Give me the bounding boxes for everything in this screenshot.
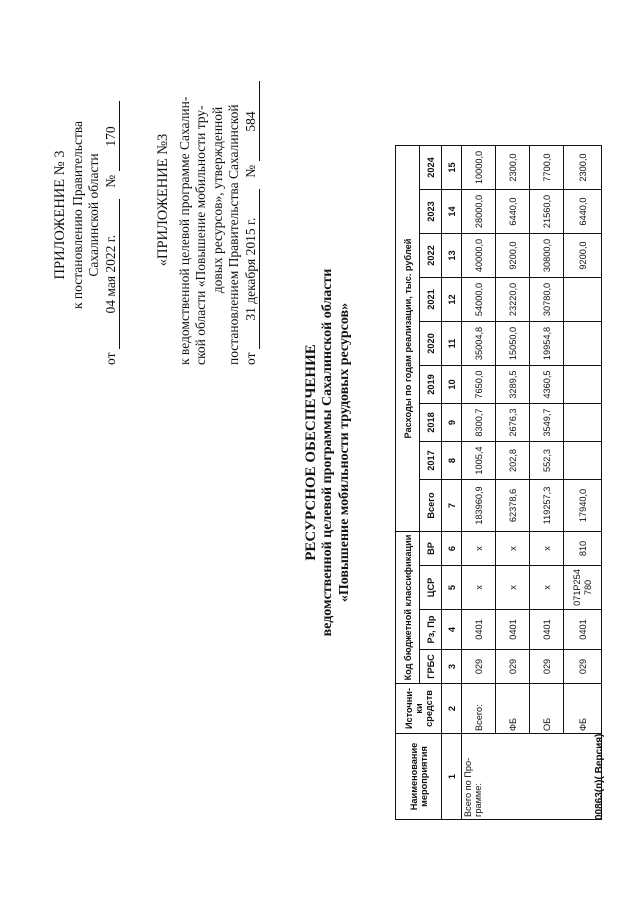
annex-line: Сахалинской области [86,153,102,277]
annex-line: к ведомственной целевой программе Сахалин- [176,96,192,365]
annex-title: «ПРИЛОЖЕНИЕ №3 [155,133,171,267]
col-num: 8 [442,442,462,480]
cell-year: 35004,8 [462,322,496,366]
annex-line: постановлением Правительства Сахалинской [226,104,242,365]
cell-vr: х [462,532,496,566]
header-vr: ВР [420,532,442,566]
cell-year: 2300,0 [496,146,530,190]
annex-title: ПРИЛОЖЕНИЕ № 3 [52,150,68,280]
cell-rzpr: 0401 [530,610,564,650]
header-code: Код бюджетной классификации [396,532,420,684]
cell-year: 4360,5 [530,366,564,404]
header-grbs: ГРБС [420,650,442,684]
heading-line: «Повышение мобильности трудовых ресурсов» [336,302,352,603]
cell-year: 21560,0 [530,190,564,234]
cell-year: 9200,0 [496,234,530,278]
header-year: 2017 [420,442,442,480]
header-rzpr: Рз, Пр [420,610,442,650]
cell-source: ФБ [564,684,602,734]
cell-total: 119257,3 [530,480,564,532]
column-number-row [442,146,462,820]
col-num: 10 [442,366,462,404]
cell-year: 19954,8 [530,322,564,366]
header-year: 2019 [420,366,442,404]
cell-rzpr: 0401 [564,610,602,650]
cell-source: ФБ [496,684,530,734]
annex-number: 170 [103,102,120,172]
cell-year: 7700,0 [530,146,564,190]
cell-total: 62378,6 [496,480,530,532]
heading-line: ведомственной целевой программы Сахалинской области [320,268,335,637]
col-num: 14 [442,190,462,234]
col-num: 7 [442,480,462,532]
cell-total: 183960,9 [462,480,496,532]
annex-block-original [155,35,260,365]
cell-year: 6440,0 [496,190,530,234]
annex-line: к постановлению Правительства [69,120,85,310]
annex-date: 31 декабря 2015 г. [243,189,260,349]
cell-year [564,322,602,366]
header-csr: ЦСР [420,566,442,610]
cell-csr: х [462,566,496,610]
cell-year: 2676,3 [496,404,530,442]
cell-vr: х [530,532,564,566]
cell-csr: х [530,566,564,610]
cell-year: 6440,0 [564,190,602,234]
cell-year: 10000,0 [462,146,496,190]
cell-source: Всего: [462,684,496,734]
cell-grbs: 029 [564,650,602,684]
document-heading [302,0,354,905]
header-year: 2021 [420,278,442,322]
cell-total: 17940,0 [564,480,602,532]
table-row [462,146,496,820]
resource-table [395,145,602,820]
annex-number: 584 [243,82,260,162]
cell-year: 28000,0 [462,190,496,234]
col-num: 15 [442,146,462,190]
col-num: 5 [442,566,462,610]
table-row [530,146,564,820]
cell-year [564,404,602,442]
cell-year [564,366,602,404]
header-year: 2020 [420,322,442,366]
header-total: Всего [420,480,442,532]
cell-year: 54000,0 [462,278,496,322]
cell-grbs: 029 [462,650,496,684]
col-num: 9 [442,404,462,442]
cell-year: 552,3 [530,442,564,480]
cell-rzpr: 0401 [462,610,496,650]
heading-title: РЕСУРСНОЕ ОБЕСПЕЧЕНИЕ [303,344,319,561]
cell-vr: х [496,532,530,566]
col-num: 13 [442,234,462,278]
header-year: 2018 [420,404,442,442]
header-name: Наименование мероприятия [396,734,442,820]
col-num: 1 [442,734,462,820]
cell-year: 2300,0 [564,146,602,190]
header-year: 2023 [420,190,442,234]
table-row [564,146,602,820]
cell-csr: 071Р254 780 [564,566,602,610]
cell-year: 23220,0 [496,278,530,322]
header-expenses: Расходы по годам реализации, тыс. рублей [396,146,420,532]
cell-year: 3289,5 [496,366,530,404]
annex-date: 04 мая 2022 г. [103,199,120,349]
col-num: 2 [442,684,462,734]
row-name: Всего по Про-грамме: [462,734,602,820]
cell-year: 8300,7 [462,404,496,442]
annex-date-line [103,65,120,365]
cell-year: 202,8 [496,442,530,480]
table-row [496,146,530,820]
cell-year: 15050,0 [496,322,530,366]
cell-vr: 810 [564,532,602,566]
col-num: 12 [442,278,462,322]
cell-year: 7650,0 [462,366,496,404]
cell-rzpr: 0401 [496,610,530,650]
cell-grbs: 029 [496,650,530,684]
header-year: 2022 [420,234,442,278]
cell-source: ОБ [530,684,564,734]
cell-csr: х [496,566,530,610]
cell-year: 30780,0 [530,278,564,322]
col-num: 6 [442,532,462,566]
cell-year: 1005,4 [462,442,496,480]
annex-date-line [243,35,260,365]
header-source: Источни-ки средств [396,684,442,734]
cell-year: 40000,0 [462,234,496,278]
cell-year [564,442,602,480]
cell-year: 3549,7 [530,404,564,442]
col-num: 11 [442,322,462,366]
document-footer: 00863(п)( Версия) [594,733,605,820]
cell-year: 9200,0 [564,234,602,278]
cell-year [564,278,602,322]
number-label: № [102,174,118,188]
annex-line: довых ресурсов», утвержденной [209,106,225,294]
annex-block-current [52,65,120,365]
number-label: № [242,164,258,178]
from-label: от [102,352,118,365]
header-year: 2024 [420,146,442,190]
col-num: 3 [442,650,462,684]
from-label: от [242,352,258,365]
cell-year: 30800,0 [530,234,564,278]
annex-line: ской области «Повышение мобильности тру- [193,105,209,365]
cell-grbs: 029 [530,650,564,684]
col-num: 4 [442,610,462,650]
